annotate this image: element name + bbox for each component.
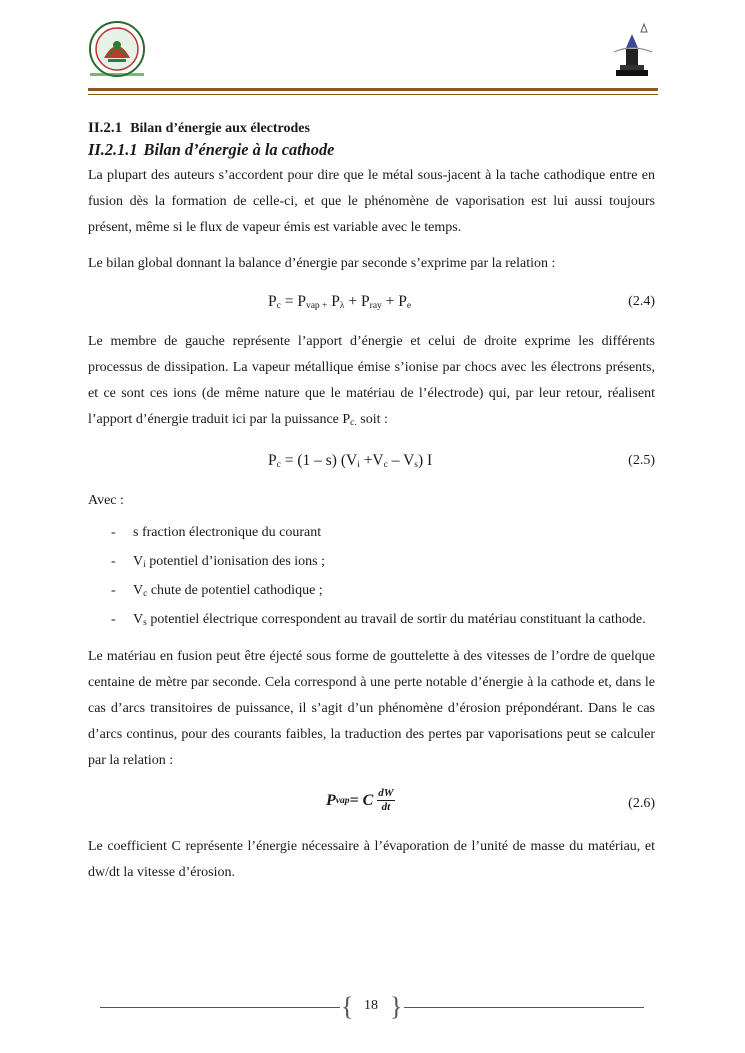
footer-brace-right: } — [390, 992, 403, 1021]
equation-2-6 — [88, 786, 655, 820]
equation-number: (2.5) — [628, 453, 655, 468]
header-rule-thin — [88, 94, 658, 95]
equation-number: (2.4) — [628, 294, 655, 309]
section-number: II.2.1 — [88, 120, 123, 136]
footer-brace-left: { — [341, 992, 354, 1021]
equation-2-5 — [88, 448, 655, 474]
equation-number: (2.6) — [628, 796, 655, 811]
footer-rule-right — [404, 1007, 644, 1008]
variable-list — [88, 520, 655, 636]
fraction: $\frac{dW}{dt}$ — [378, 787, 394, 813]
paragraph-1: La plupart des auteurs s’accordent pour dire que le métal sous-jacent à la tache cathodique entre en fusion dès la formation de celle-ci, et que le phénomène de vaporisation est lui aussi toujours présent, même si le flux de vapeur émis est variable avec le temps. — [88, 168, 655, 235]
subsection-title: Bilan d’énergie à la cathode — [143, 140, 335, 159]
list-item: - $V_i$ potentiel d’ionisation des ions ; — [111, 554, 326, 570]
list-item: - $V_s$ potentiel électrique correspondent au travail de sortir du matériau constituant la cathode. — [111, 612, 646, 628]
paragraph-2: Le bilan global donnant la balance d’énergie par seconde s’exprime par la relation : — [88, 256, 556, 271]
equation-body: $P_c = P_{vap +}$ $P_\lambda + P_{ray} + P_e$ — [268, 293, 412, 311]
equation-body: P vap = C $\frac{dW}{dt}$ — [326, 787, 394, 813]
page-number: 18 — [364, 998, 378, 1013]
paragraph-5: Le coefficient C représente l’énergie nécessaire à l’évaporation de l’unité de masse du matériau, et dw/dt la vitesse d’érosion. — [88, 839, 655, 880]
university-emblem-icon — [84, 20, 150, 80]
laboratory-logo-icon — [606, 22, 658, 80]
page-content — [88, 113, 655, 886]
section-title: Bilan d’énergie aux électrodes — [130, 121, 310, 136]
footer-rule-left — [100, 1007, 340, 1008]
header-rule-thick — [88, 88, 658, 91]
equation-body: $P_c = (1 - s)$ $(V_i +V_c - V_s)$ I — [268, 452, 433, 470]
paragraph-3: Le membre de gauche représente l’apport d’énergie et celui de droite exprime les différents processus de dissipation. La vapeur métallique émise s’ionise par chocs avec les électrons présents, et ce sont ces ions (de même nature que le matériau de l’électrode) qui, par leur retour, réalisent l’apport d’énergie traduit ici par la puissance $P_{c.}$ soit : — [88, 334, 655, 428]
equation-2-4 — [88, 289, 655, 315]
subsection-number: II.2.1.1 — [88, 140, 138, 159]
paragraph-4: Le matériau en fusion peut être éjecté sous forme de gouttelette à des vitesses de l’ordre de quelque centaine de mètre par seconde. Cela correspond à une perte notable d’énergie à la cathode et, dans le cas d’arcs transitoires de puissance, il s’agit d’un phénomène d’érosion prépondérant. Dans le cas d’arcs continus, pour des courants faibles, la traduction des pertes par vaporisations peut se calculer par la relation : — [88, 649, 655, 768]
section-heading — [88, 113, 655, 137]
list-item: - $V_c$ chute de potentiel cathodique ; — [111, 583, 323, 599]
subsection-heading — [88, 137, 655, 163]
avec-label: Avec : — [88, 493, 124, 508]
list-item: - s fraction électronique du courant — [111, 525, 322, 540]
